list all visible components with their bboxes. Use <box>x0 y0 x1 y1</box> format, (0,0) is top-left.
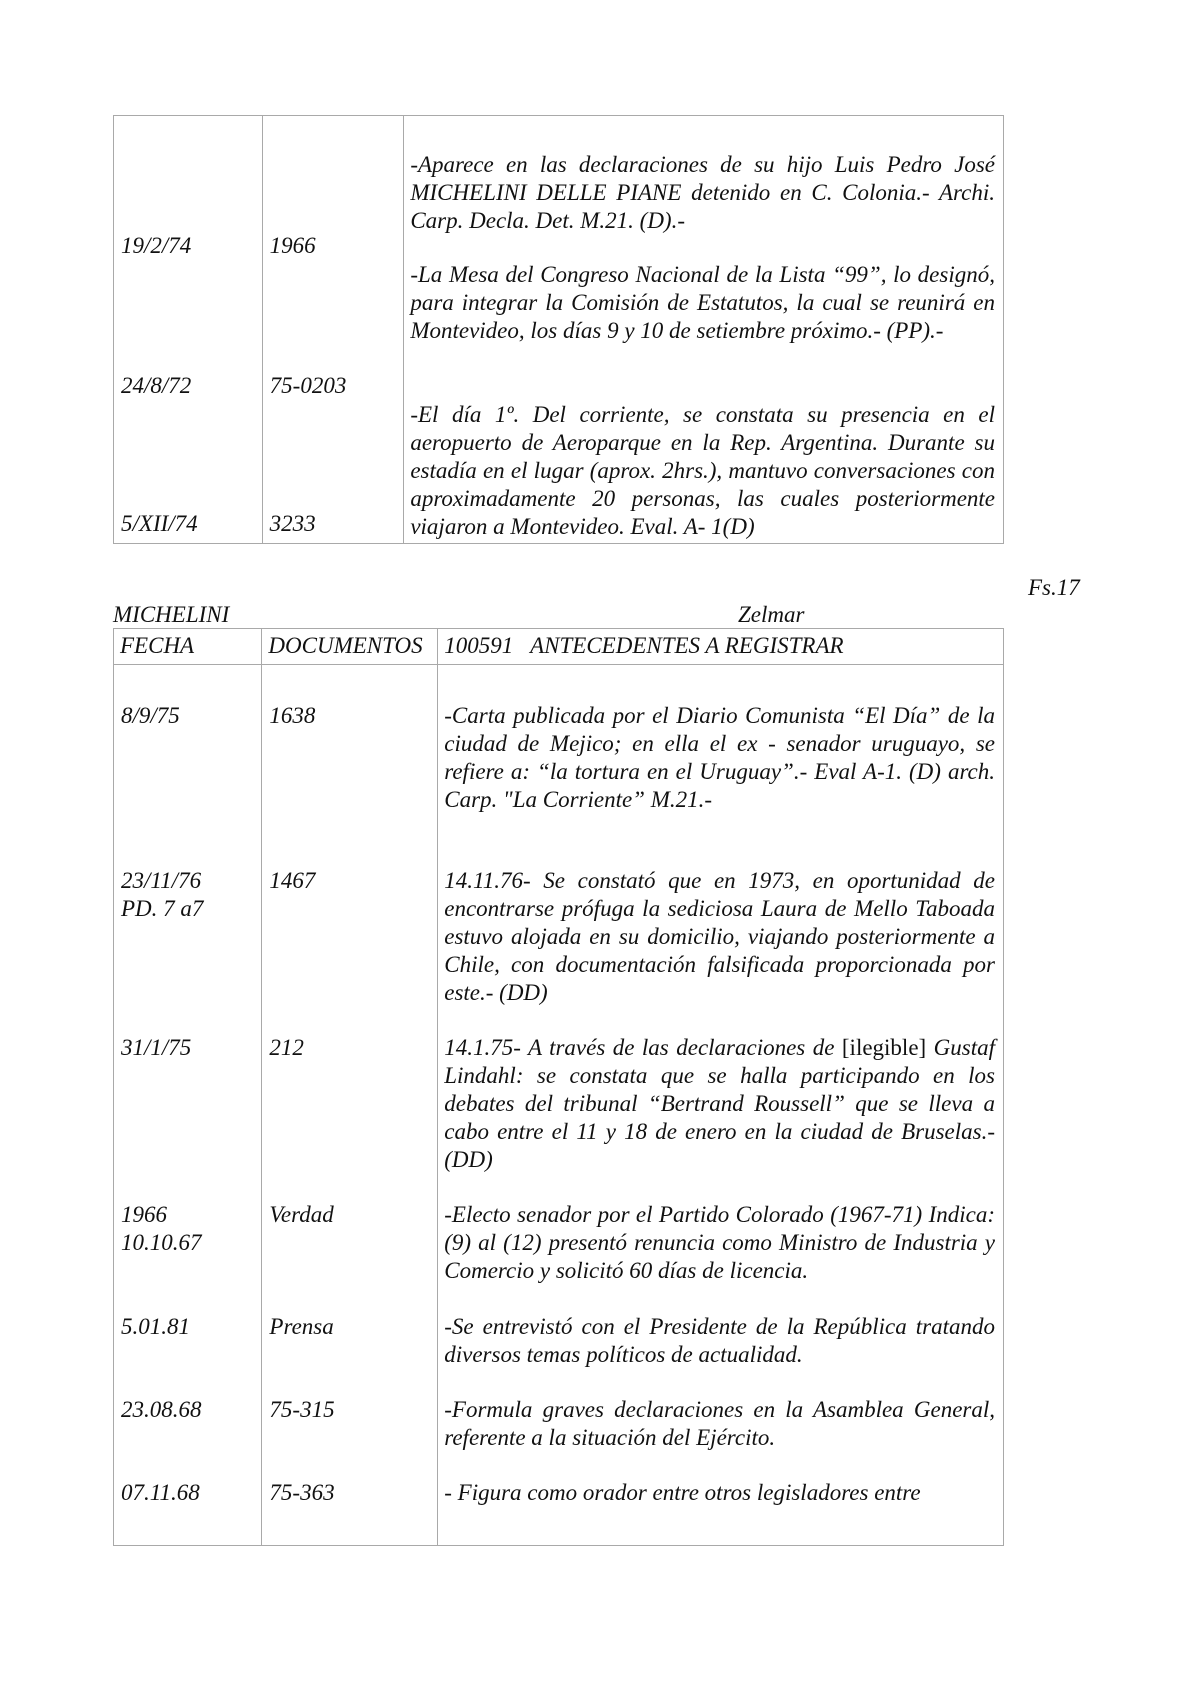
entry-date: 24/8/72 <box>121 373 192 398</box>
entry-doc: 1638 <box>269 703 316 728</box>
entry-doc: 1467 <box>269 868 316 893</box>
entry-doc: Prensa <box>269 1314 334 1339</box>
antecedents-column <box>404 116 1004 544</box>
surname-label: MICHELINI <box>113 602 230 627</box>
entry-text-part: 14.1.75- A través de las declaraciones de <box>444 1035 842 1060</box>
entry-doc: Verdad <box>269 1202 334 1227</box>
entry-text: -Carta publicada por el Diario Comunista “El Día” de la ciudad de Mejico; en ella el ex - senador uruguayo, se refiere a: “la tortura en el Uruguay”.- Eval A-1. (D) arch. Carp. "La Corriente” M.21.- <box>444 703 995 812</box>
header-row <box>114 629 1004 665</box>
entry-doc: 1966 <box>269 233 316 258</box>
folio-number: Fs.17 <box>1028 575 1080 600</box>
entry-date: 23/11/76 <box>121 868 202 893</box>
header-fecha: FECHA <box>114 629 262 665</box>
entry-text: -Aparece en las declaraciones de su hijo Luis Pedro José MICHELINI DELLE PIANE detenido en C. Colonia.- Archi. Carp. Decla. Det. M.21. (D).- <box>410 152 995 233</box>
entry-date: 31/1/75 <box>121 1035 192 1060</box>
entry-doc: 3233 <box>269 511 316 536</box>
entry-text: -El día 1º. Del corriente, se constata su presencia en el aeropuerto de Aeroparque en la Rep. Argentina. Durante su estadía en el lugar (aprox. 2hrs.), mantuvo conversaciones con aproximadamente 20 personas, las cuales posteriormente viajaron a Montevideo. Eval. A- 1(D) <box>410 402 995 539</box>
entry-date: 5/XII/74 <box>121 511 198 536</box>
illegible-mark: [ilegible] <box>841 1035 927 1060</box>
antecedents-column <box>438 665 1004 1546</box>
entry-date-secondary: PD. 7 a7 <box>121 896 204 921</box>
entry-doc: 75-363 <box>269 1480 335 1505</box>
entry-date-secondary: 10.10.67 <box>121 1230 202 1255</box>
entry-text: 14.11.76- Se constató que en 1973, en oportunidad de encontrarse prófuga la sediciosa Laura de Mello Taboada estuvo alojada en su domicilio, viajando posteriormente a Chile, con documentación falsificada proporcionada por este.- (DD) <box>444 868 995 1005</box>
entry-text: -Electo senador por el Partido Colorado (1967-71) Indica: (9) al (12) presentó renuncia como Ministro de Industria y Comercio y solicitó 60 días de licencia. <box>444 1202 995 1283</box>
entry-text <box>444 1034 995 1174</box>
entry-text: -Formula graves declaraciones en la Asamblea General, referente a la situación del Ejército. <box>444 1397 995 1450</box>
antecedents-table <box>113 628 1004 1546</box>
entries-row <box>114 665 1004 1546</box>
header-documentos: DOCUMENTOS <box>262 629 438 665</box>
entry-date: 1966 <box>121 1202 167 1227</box>
date-column <box>114 116 263 544</box>
entry-doc: 75-315 <box>269 1397 335 1422</box>
entry-date: 19/2/74 <box>121 233 192 258</box>
entry-text: -La Mesa del Congreso Nacional de la Lista “99”, lo designó, para integrar la Comisión de Estatutos, la cual se reunirá en Montevideo, los días 9 y 10 de setiembre próximo.- (PP).- <box>410 262 995 343</box>
document-column <box>262 665 438 1546</box>
entry-date: 23.08.68 <box>121 1397 202 1422</box>
entry-doc: 212 <box>269 1035 304 1060</box>
entry-text-part: Gustaf Lindahl: se constata que se halla participando en los debates del tribunal “Bertrand Roussell” que se lleva a cabo entre el 11 y 18 de enero en la ciudad de Bruselas.- (DD) <box>444 1035 995 1172</box>
header-antecedentes: 100591 ANTECEDENTES A REGISTRAR <box>438 629 1004 665</box>
date-column <box>114 665 262 1546</box>
entry-doc: 75-0203 <box>269 373 347 398</box>
continuation-table <box>113 115 1004 544</box>
given-name-label: Zelmar <box>738 602 805 627</box>
entry-date: 5.01.81 <box>121 1314 190 1339</box>
entry-date: 8/9/75 <box>121 703 180 728</box>
entry-text: - Figura como orador entre otros legisladores entre <box>444 1480 921 1505</box>
document-column <box>262 116 404 544</box>
entry-text: -Se entrevistó con el Presidente de la República tratando diversos temas políticos de actualidad. <box>444 1314 995 1367</box>
entry-date: 07.11.68 <box>121 1480 200 1505</box>
